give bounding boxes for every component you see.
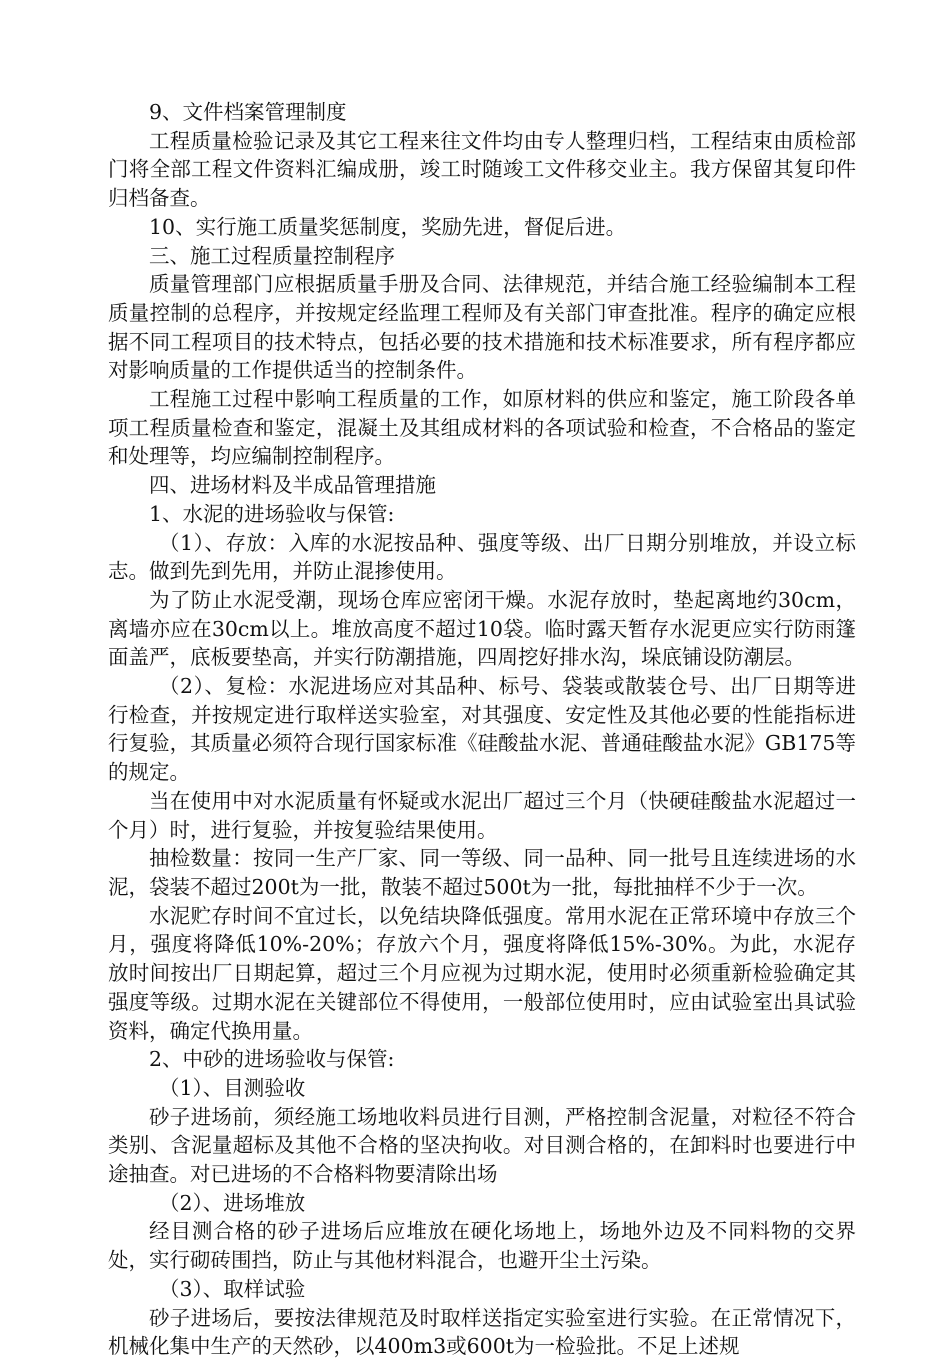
section-heading-materials: 四、进场材料及半成品管理措施 [149, 473, 436, 498]
paragraph-sampling-test: 砂子进场后，要按法律规范及时取样送指定实验室进行实验。在正常情况下，机械化集中生产的天然砂，以400m3或600t为一检验批。不足上述规 [108, 1305, 856, 1359]
paragraph-archive-records: 工程质量检验记录及其它工程来往文件均由专人整理归档，工程结束由质检部门将全部工程文件资料汇编成册，竣工时随竣工文件移交业主。我方保留其复印件归档备查。 [108, 128, 856, 211]
subheading-sand: 2、中砂的进场验收与保管: [149, 1047, 395, 1072]
paragraph-cement-storage: （1）、存放：入库的水泥按品种、强度等级、出厂日期分别堆放，并设立标志。做到先到先用，并防止混掺使用。 [108, 530, 856, 584]
document-page [108, 98, 856, 1361]
section-heading-process-control: 三、施工过程质量控制程序 [149, 243, 395, 268]
paragraph-cement-moisture: 为了防止水泥受潮，现场仓库应密闭干燥。水泥存放时，垫起离地约30cm，离墙亦应在30cm以上。堆放高度不超过10袋。临时露天暂存水泥更应实行防雨篷面盖严，底板要垫高，并实行防潮措施，四周挖好排水沟，垛底铺设防潮层。 [108, 587, 856, 670]
section-heading-file-archive: 9、文件档案管理制度 [149, 100, 347, 124]
paragraph-storage-time: 水泥贮存时间不宜过长，以免结块降低强度。常用水泥在正常环境中存放三个月，强度将降低10%-20%；存放六个月，强度将降低15%-30%。为此，水泥存放时间按出厂日期起算，超过三个月应视为过期水泥，使用时必须重新检验确定其强度等级。过期水泥在关键部位不得使用，一般部位使用时，应由试验室出具试验资料，确定代换用量。 [108, 903, 856, 1043]
section-heading-reward-penalty: 10、实行施工质量奖惩制度，奖励先进，督促后进。 [149, 214, 627, 239]
subheading-visual-inspection: （1）、目测验收 [159, 1075, 306, 1100]
paragraph-sampling-quantity: 抽检数量：按同一生产厂家、同一等级、同一品种、同一批号且连续进场的水泥，袋装不超过200t为一批，散装不超过500t为一批，每批抽样不少于一次。 [108, 846, 856, 899]
paragraph-quality-procedure: 质量管理部门应根据质量手册及合同、法律规范，并结合施工经验编制本工程质量控制的总程序，并按规定经监理工程师及有关部门审查批准。程序的确定应根据不同工程项目的技术特点，包括必要的技术措施和技术标准要求，所有程序都应对影响质量的工作提供适当的控制条件。 [108, 272, 856, 383]
subheading-cement: 1、水泥的进场验收与保管: [149, 501, 395, 526]
paragraph-stacking: 经目测合格的砂子进场后应堆放在硬化场地上，场地外边及不同料物的交界处，实行砌砖围挡，防止与其他材料混合，也避开尘土污染。 [108, 1219, 856, 1273]
paragraph-cement-doubt: 当在使用中对水泥质量有怀疑或水泥出厂超过三个月（快硬硅酸盐水泥超过一个月）时，进行复验，并按复验结果使用。 [108, 788, 856, 842]
subheading-stacking: （2）、进场堆放 [159, 1190, 306, 1215]
subheading-sampling-test: （3）、取样试验 [159, 1276, 306, 1301]
paragraph-control-program: 工程施工过程中影响工程质量的工作，如原材料的供应和鉴定，施工阶段各单项工程质量检查和鉴定，混凝土及其组成材料的各项试验和检查，不合格品的鉴定和处理等，均应编制控制程序。 [108, 387, 856, 469]
paragraph-cement-recheck: （2）、复检：水泥进场应对其品种、标号、袋装或散装仓号、出厂日期等进行检查，并按规定进行取样送实验室，对其强度、安定性及其他必要的性能指标进行复验，其质量必须符合现行国家标准《硅酸盐水泥、普通硅酸盐水泥》GB175等的规定。 [108, 674, 856, 785]
paragraph-visual-inspection: 砂子进场前，须经施工场地收料员进行目测，严格控制含泥量，对粒径不符合类别、含泥量超标及其他不合格的坚决拘收。对目测合格的，在卸料时也要进行中途抽查。对已进场的不合格料物要清除出场 [108, 1104, 856, 1187]
